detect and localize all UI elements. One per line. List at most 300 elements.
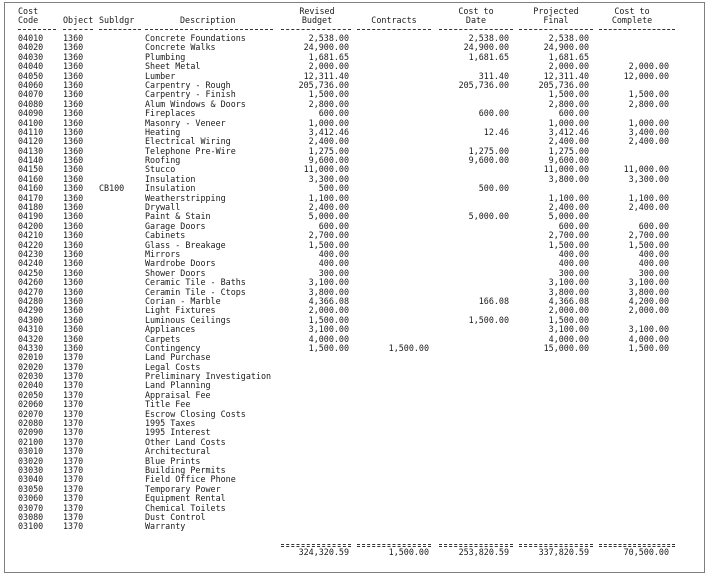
cost-code-cell: 02070 [18,408,44,419]
subldgr-cell [99,325,124,334]
revised-budget-cell [281,438,349,447]
projected-final-cell: 2,400.00 [548,136,589,147]
cost-to-complete-cell: 2,000.00 [628,305,669,316]
cost-code-cell: 04030 [18,51,44,62]
cost-to-date-cell [439,222,509,231]
projected-final-cell: 1,500.00 [548,239,589,250]
subldgr-cell [99,316,124,325]
projected-final-cell: 400.00 [558,258,589,269]
subldgr-cell [99,147,124,156]
description-cell: Wardrobe Doors [145,258,216,269]
description-cell: Contingency [145,342,201,353]
cost-to-complete-cell: 4,000.00 [628,333,669,344]
description-cell: Concrete Foundations [145,33,246,43]
cost-to-date-cell [439,194,509,203]
contracts-cell [357,81,429,90]
cost-code-cell: 02060 [18,399,44,410]
object-cell: 1360 [63,70,84,81]
revised-budget-cell [281,428,349,437]
cost-to-date-cell [439,165,509,174]
projected-final-cell: 3,800.00 [548,173,589,184]
description-cell: Roofing [145,155,181,166]
description-cell: Dust Control [145,511,206,522]
description-cell: 1995 Taxes [145,418,196,429]
contracts-cell [357,43,429,52]
projected-final-cell [519,438,589,447]
cost-code-cell: 03020 [18,455,44,466]
subldgr-cell [99,522,124,531]
projected-final-cell: 400.00 [558,248,589,259]
revised-budget-cell [281,522,349,531]
projected-final-cell: 2,538.00 [548,33,589,43]
projected-final-cell [519,504,589,513]
subldgr-cell [99,250,124,259]
projected-final-cell [519,381,589,390]
description-cell: Cabinets [145,230,186,241]
revised-budget-cell: 4,366.08 [308,295,349,306]
total-projected-final: 337,820.59 [538,547,589,557]
cost-to-complete-cell: 300.00 [638,267,669,278]
cost-to-date-cell: 311.40 [478,70,509,81]
revised-budget-cell: 4,000.00 [308,333,349,344]
underline [599,29,675,30]
header-subldgr: Subldgr [99,15,135,25]
revised-budget-cell: 2,700.00 [308,230,349,241]
object-cell: 1360 [63,239,84,250]
object-cell: 1360 [63,51,84,62]
object-column [63,34,83,532]
description-cell: Insulation [145,173,196,184]
revised-budget-cell: 600.00 [318,108,349,119]
projected-final-cell: 600.00 [558,108,589,119]
projected-final-cell [519,400,589,409]
description-column [145,34,271,532]
revised-budget-column [281,34,349,532]
cost-to-date-cell: 9,600.00 [468,155,509,166]
object-cell: 1360 [63,155,84,166]
projected-final-cell [519,372,589,381]
projected-final-cell [519,353,589,362]
revised-budget-cell [281,485,349,494]
cost-code-cell: 04100 [18,117,44,128]
projected-final-cell: 15,000.00 [543,342,589,353]
cost-to-complete-cell: 3,300.00 [628,173,669,184]
contracts-cell [357,72,429,81]
object-cell: 1360 [63,61,84,72]
subldgr-cell [99,222,124,231]
subldgr-cell [99,372,124,381]
contracts-cell [357,400,429,409]
object-cell: 1370 [63,483,84,494]
cost-code-cell: 04280 [18,295,44,306]
revised-budget-cell: 11,000.00 [303,164,349,175]
object-cell: 1360 [63,145,84,156]
revised-budget-cell: 2,400.00 [308,202,349,213]
description-cell: Other Land Costs [145,436,226,447]
cost-to-complete-cell [599,513,669,522]
cost-to-date-cell: 24,900.00 [463,42,509,53]
object-cell: 1360 [63,79,84,90]
cost-to-complete-cell [599,419,669,428]
cost-to-date-cell [439,335,509,344]
revised-budget-cell [281,466,349,475]
header-cost-code: Cost Code [18,6,39,26]
projected-final-cell [519,522,589,531]
cost-code-cell: 04240 [18,258,44,269]
projected-final-cell [519,485,589,494]
underline [439,29,513,30]
cost-to-date-cell: 1,681.65 [468,51,509,62]
cost-to-complete-cell [599,428,669,437]
subldgr-cell [99,212,124,221]
projected-final-cell: 205,736.00 [538,79,589,90]
projected-final-cell: 3,100.00 [548,277,589,288]
underline [281,29,351,30]
object-cell: 1360 [63,89,84,100]
cost-to-complete-cell [599,475,669,484]
subldgr-cell [99,335,124,344]
cost-to-complete-cell: 3,100.00 [628,324,669,335]
description-cell: Glass - Breakage [145,239,226,250]
cost-to-date-cell [439,344,509,353]
cost-to-date-cell [439,410,509,419]
revised-budget-cell: 205,736.00 [298,79,349,90]
contracts-column [357,34,429,532]
cost-code-cell: 04200 [18,220,44,231]
projected-final-cell: 2,000.00 [548,305,589,316]
revised-budget-cell: 300.00 [318,267,349,278]
cost-to-complete-cell: 2,700.00 [628,230,669,241]
object-cell: 1360 [63,33,84,43]
subldgr-cell [99,72,124,81]
contracts-cell [357,381,429,390]
subldgr-cell [99,241,124,250]
cost-code-cell: 04090 [18,108,44,119]
cost-to-date-cell [439,438,509,447]
cost-to-date-cell [439,241,509,250]
cost-to-complete-cell [599,147,669,156]
description-cell: Light Fixtures [145,305,216,316]
cost-to-complete-cell: 2,400.00 [628,202,669,213]
projected-final-cell: 1,000.00 [548,117,589,128]
subldgr-cell [99,231,124,240]
cost-to-complete-cell [599,363,669,372]
cost-code-cell: 04250 [18,267,44,278]
cost-to-date-cell [439,231,509,240]
cost-to-date-cell [439,325,509,334]
revised-budget-cell [281,381,349,390]
description-cell: Lumber [145,70,176,81]
projected-final-cell [519,410,589,419]
description-cell: Shower Doors [145,267,206,278]
cost-to-complete-cell: 1,500.00 [628,239,669,250]
cost-code-cell: 04260 [18,277,44,288]
object-cell: 1360 [63,267,84,278]
subldgr-column [99,34,124,532]
header-cost-to-date: Cost to Date [458,6,494,26]
subldgr-cell [99,447,124,456]
object-cell: 1370 [63,521,84,532]
revised-budget-cell: 500.00 [318,183,349,194]
object-cell: 1370 [63,502,84,513]
object-cell: 1360 [63,258,84,269]
projected-final-cell [519,363,589,372]
contracts-cell [357,372,429,381]
cost-code-cell: 02030 [18,371,44,382]
subldgr-cell [99,410,124,419]
revised-budget-cell: 1,681.65 [308,51,349,62]
revised-budget-cell: 1,275.00 [308,145,349,156]
object-cell: 1370 [63,464,84,475]
contracts-cell [357,259,429,268]
revised-budget-cell [281,400,349,409]
cost-to-date-column [439,34,509,532]
contracts-cell [357,494,429,503]
cost-to-date-cell: 2,538.00 [468,33,509,43]
revised-budget-cell [281,410,349,419]
revised-budget-cell: 3,100.00 [308,277,349,288]
cost-to-complete-cell [599,400,669,409]
projected-final-cell [519,391,589,400]
contracts-cell [357,325,429,334]
cost-code-cell: 03080 [18,511,44,522]
description-cell: Carpentry - Rough [145,79,231,90]
object-cell: 1360 [63,183,84,194]
projected-final-cell: 11,000.00 [543,164,589,175]
underline [99,29,141,30]
object-cell: 1360 [63,286,84,297]
header-revised-budget: Revised Budget [299,6,335,26]
header-description: Description [180,15,236,25]
description-cell: Warranty [145,521,186,532]
description-cell: Equipment Rental [145,493,226,504]
revised-budget-cell: 400.00 [318,248,349,259]
revised-budget-cell [281,513,349,522]
cost-code-cell: 03040 [18,474,44,485]
projected-final-cell: 4,366.08 [548,295,589,306]
cost-to-date-cell [439,269,509,278]
subldgr-cell [99,278,124,287]
cost-to-complete-cell: 1,500.00 [628,342,669,353]
contracts-cell [357,278,429,287]
contracts-cell [357,297,429,306]
contracts-cell [357,419,429,428]
revised-budget-cell [281,447,349,456]
cost-to-date-cell [439,428,509,437]
contracts-cell [357,513,429,522]
cost-code-cell: 03070 [18,502,44,513]
cost-to-date-cell: 600.00 [478,108,509,119]
contracts-cell [357,147,429,156]
cost-to-complete-cell [599,391,669,400]
projected-final-cell: 600.00 [558,220,589,231]
underline [519,29,593,30]
subldgr-cell [99,203,124,212]
cost-code-cell: 04080 [18,98,44,109]
cost-to-date-cell [439,485,509,494]
subldgr-cell [99,43,124,52]
cost-code-cell: 04160 [18,173,44,184]
cost-code-cell: 04110 [18,126,44,137]
revised-budget-cell: 2,538.00 [308,33,349,43]
cost-code-cell: 02010 [18,352,44,363]
cost-to-complete-cell: 600.00 [638,220,669,231]
subldgr-cell [99,428,124,437]
description-cell: Heating [145,126,181,137]
contracts-cell [357,353,429,362]
subldgr-cell [99,391,124,400]
object-cell: 1360 [63,220,84,231]
revised-budget-cell: 12,311.40 [303,70,349,81]
subldgr-cell [99,306,124,315]
subldgr-cell [99,475,124,484]
description-cell: Sheet Metal [145,61,201,72]
description-cell: Masonry - Veneer [145,117,226,128]
cost-report [4,2,705,573]
description-cell: Blue Prints [145,455,201,466]
cost-code-cell: 04120 [18,136,44,147]
subldgr-cell [99,381,124,390]
total-underline [439,544,513,545]
subldgr-cell [99,353,124,362]
object-cell: 1370 [63,446,84,457]
cost-code-cell: 02080 [18,418,44,429]
object-cell: 1360 [63,314,84,325]
cost-to-complete-cell: 11,000.00 [623,164,669,175]
object-cell: 1360 [63,230,84,241]
cost-to-complete-cell [599,34,669,43]
contracts-cell [357,466,429,475]
description-cell: Plumbing [145,51,186,62]
total-underline [281,544,351,545]
cost-to-complete-cell [599,457,669,466]
cost-to-complete-cell: 2,800.00 [628,98,669,109]
contracts-cell [357,212,429,221]
projected-final-cell: 1,681.65 [548,51,589,62]
subldgr-cell [99,466,124,475]
revised-budget-cell: 2,400.00 [308,136,349,147]
contracts-cell [357,457,429,466]
subldgr-cell [99,62,124,71]
object-cell: 1360 [63,98,84,109]
contracts-cell [357,250,429,259]
description-cell: Temporary Power [145,483,221,494]
total-contracts: 1,500.00 [388,547,429,557]
description-cell: Preliminary Investigation [145,371,272,382]
cost-code-cell: 04070 [18,89,44,100]
description-cell: Weatherstripping [145,192,226,203]
description-cell: Concrete Walks [145,42,216,53]
projected-final-cell: 5,000.00 [548,211,589,222]
description-cell: Land Purchase [145,352,211,363]
projected-final-cell [519,466,589,475]
description-cell: Escrow Closing Costs [145,408,246,419]
description-cell: Insulation [145,183,196,194]
cost-to-complete-cell [599,438,669,447]
contracts-cell [357,504,429,513]
projected-final-cell: 1,275.00 [548,145,589,156]
cost-to-complete-cell [599,372,669,381]
revised-budget-cell: 1,500.00 [308,239,349,250]
object-cell: 1360 [63,164,84,175]
object-cell: 1370 [63,371,84,382]
object-cell: 1360 [63,211,84,222]
projected-final-cell [519,428,589,437]
object-cell: 1360 [63,136,84,147]
contracts-cell [357,165,429,174]
cost-code-cell: 04320 [18,333,44,344]
description-cell: Stucco [145,164,176,175]
cost-code-cell: 04220 [18,239,44,250]
cost-to-complete-cell: 12,000.00 [623,70,669,81]
projected-final-cell: 3,412.46 [548,126,589,137]
projected-final-cell: 1,500.00 [548,314,589,325]
subldgr-cell [99,269,124,278]
cost-to-complete-cell [599,43,669,52]
cost-code-cell: 03060 [18,493,44,504]
object-cell: 1360 [63,108,84,119]
subldgr-cell [99,156,124,165]
object-cell: 1370 [63,455,84,466]
underline [18,29,56,30]
projected-final-cell: 4,000.00 [548,333,589,344]
contracts-cell [357,485,429,494]
cost-code-cell: 04010 [18,33,44,43]
cost-code-cell: 04150 [18,164,44,175]
description-cell: Luminous Ceilings [145,314,231,325]
cost-code-cell: 02020 [18,361,44,372]
subldgr-cell [99,128,124,137]
contracts-cell [357,34,429,43]
projected-final-cell: 1,500.00 [548,89,589,100]
cost-code-cell: 04170 [18,192,44,203]
revised-budget-cell: 400.00 [318,258,349,269]
subldgr-cell [99,457,124,466]
cost-code-cell: 03050 [18,483,44,494]
subldgr-cell [99,485,124,494]
cost-code-cell: 03030 [18,464,44,475]
projected-final-cell: 24,900.00 [543,42,589,53]
cost-code-cell: 04160 [18,183,44,194]
description-cell: Building Permits [145,464,226,475]
total-underline [357,544,431,545]
subldgr-cell [99,297,124,306]
cost-to-date-cell: 12.46 [483,126,509,137]
object-cell: 1370 [63,361,84,372]
total-cost-to-complete: 70,500.00 [623,547,669,557]
revised-budget-cell: 1,500.00 [308,342,349,353]
object-cell: 1370 [63,352,84,363]
cost-to-date-cell [439,278,509,287]
projected-final-cell [519,457,589,466]
revised-budget-cell [281,475,349,484]
cost-to-date-cell [439,447,509,456]
header-object: Object [63,15,94,25]
object-cell: 1370 [63,408,84,419]
object-cell: 1370 [63,511,84,522]
object-cell: 1360 [63,173,84,184]
header-cost-to-complete: Cost to Complete [611,6,653,26]
cost-to-date-cell [439,363,509,372]
projected-final-cell: 2,800.00 [548,98,589,109]
cost-to-complete-cell [599,504,669,513]
projected-final-cell: 300.00 [558,267,589,278]
cost-to-date-cell [439,400,509,409]
cost-to-date-cell [439,90,509,99]
object-cell: 1360 [63,277,84,288]
projected-final-cell: 2,700.00 [548,230,589,241]
cost-to-complete-cell: 1,100.00 [628,192,669,203]
